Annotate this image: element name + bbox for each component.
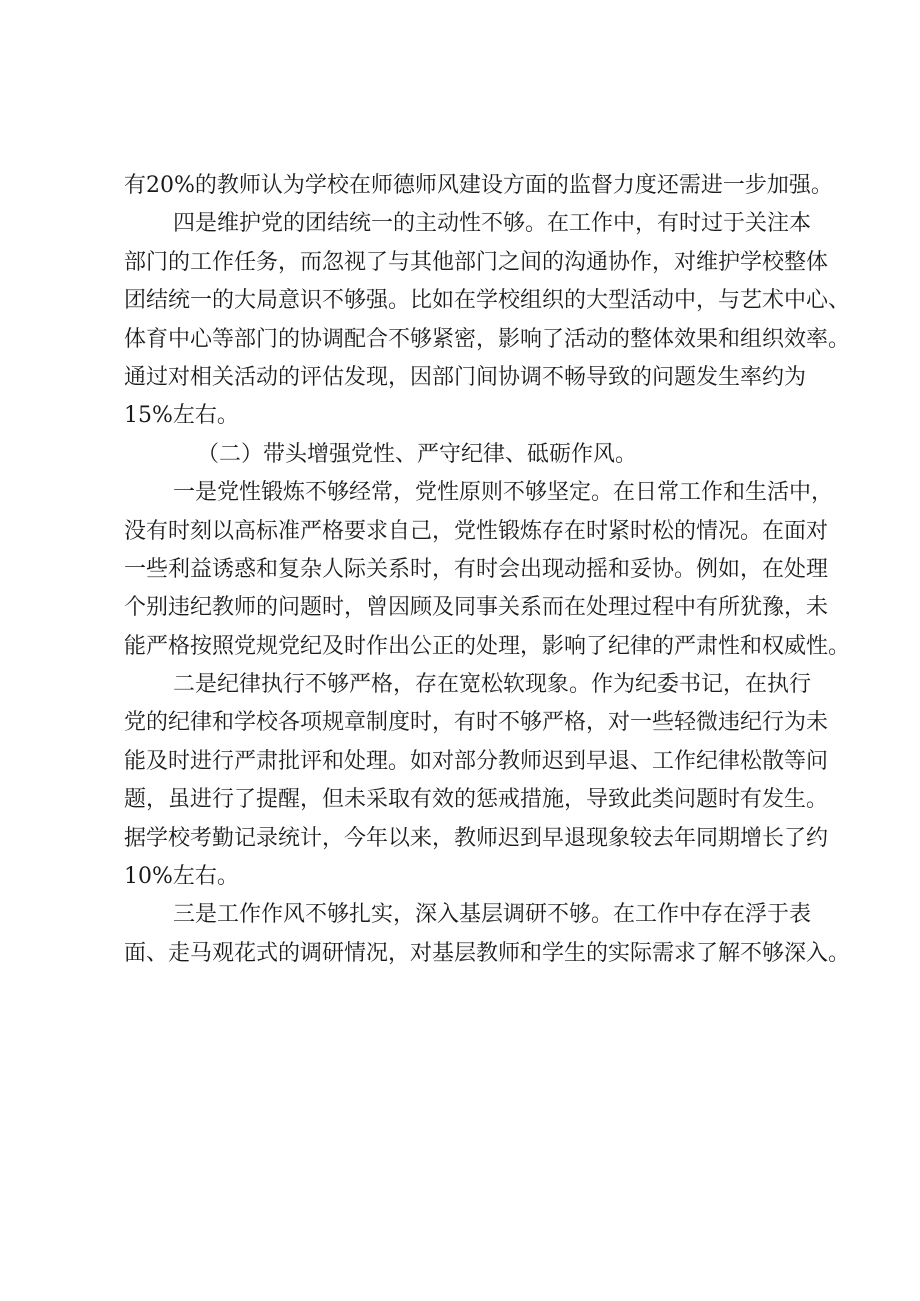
heading-line: （二）带头增强党性、严守纪律、砥砺作风。 xyxy=(197,441,638,467)
paragraph-supervision xyxy=(124,167,833,205)
text-line: 有20%的教师认为学校在师德师风建设方面的监督力度还需进一步加强。 xyxy=(124,173,833,198)
text-line: 团结统一的大局意识不够强。比如在学校组织的大型活动中，与艺术中心、 xyxy=(124,288,851,314)
text-line: 据学校考勤记录统计，今年以来，教师迟到早退现象较去年同期增长了约 xyxy=(124,825,829,851)
text-line: 没有时刻以高标准严格要求自己，党性锻炼存在时紧时松的情况。在面对 xyxy=(124,518,829,544)
paragraph-discipline xyxy=(124,666,829,896)
text-line: 能严格按照党规党纪及时作出公正的处理，影响了纪律的严肃性和权威性。 xyxy=(124,633,851,659)
text-line: 15%左右。 xyxy=(124,403,239,429)
text-line: 能及时进行严肃批评和处理。如对部分教师迟到早退、工作纪律松散等问 xyxy=(124,748,829,774)
text-line: 三是工作作风不够扎实，深入基层调研不够。在工作中存在浮于表 xyxy=(173,902,812,928)
text-line: 个别违纪教师的问题时，曾因顾及同事关系而在处理过程中有所犹豫，未 xyxy=(124,595,829,621)
text-line: 二是纪律执行不够严格，存在宽松软现象。作为纪委书记，在执行 xyxy=(173,672,812,698)
text-line: 一些利益诱惑和复杂人际关系时，有时会出现动摇和妥协。例如，在处理 xyxy=(124,556,829,582)
text-line: 10%左右。 xyxy=(124,864,239,890)
text-line: 四是维护党的团结统一的主动性不够。在工作中，有时过于关注本 xyxy=(173,211,812,237)
text-line: 体育中心等部门的协调配合不够紧密，影响了活动的整体效果和组织效率。 xyxy=(124,326,851,352)
text-line: 题，虽进行了提醒，但未采取有效的惩戒措施，导致此类问题时有发生。 xyxy=(124,787,829,813)
text-line: 一是党性锻炼不够经常，党性原则不够坚定。在日常工作和生活中， xyxy=(173,480,834,506)
text-line: 部门的工作任务，而忽视了与其他部门之间的沟通协作，对维护学校整体 xyxy=(124,249,829,275)
document-body xyxy=(124,167,851,973)
paragraph-party-spirit xyxy=(124,474,851,666)
text-line: 面、走马观花式的调研情况，对基层教师和学生的实际需求了解不够深入。 xyxy=(124,940,851,966)
text-line: 党的纪律和学校各项规章制度时，有时不够严格，对一些轻微违纪行为未 xyxy=(124,710,829,736)
paragraph-work-style xyxy=(124,896,851,973)
paragraph-unity xyxy=(124,205,851,435)
section-heading xyxy=(124,436,824,474)
text-line: 通过对相关活动的评估发现，因部门间协调不畅导致的问题发生率约为 xyxy=(124,364,807,390)
